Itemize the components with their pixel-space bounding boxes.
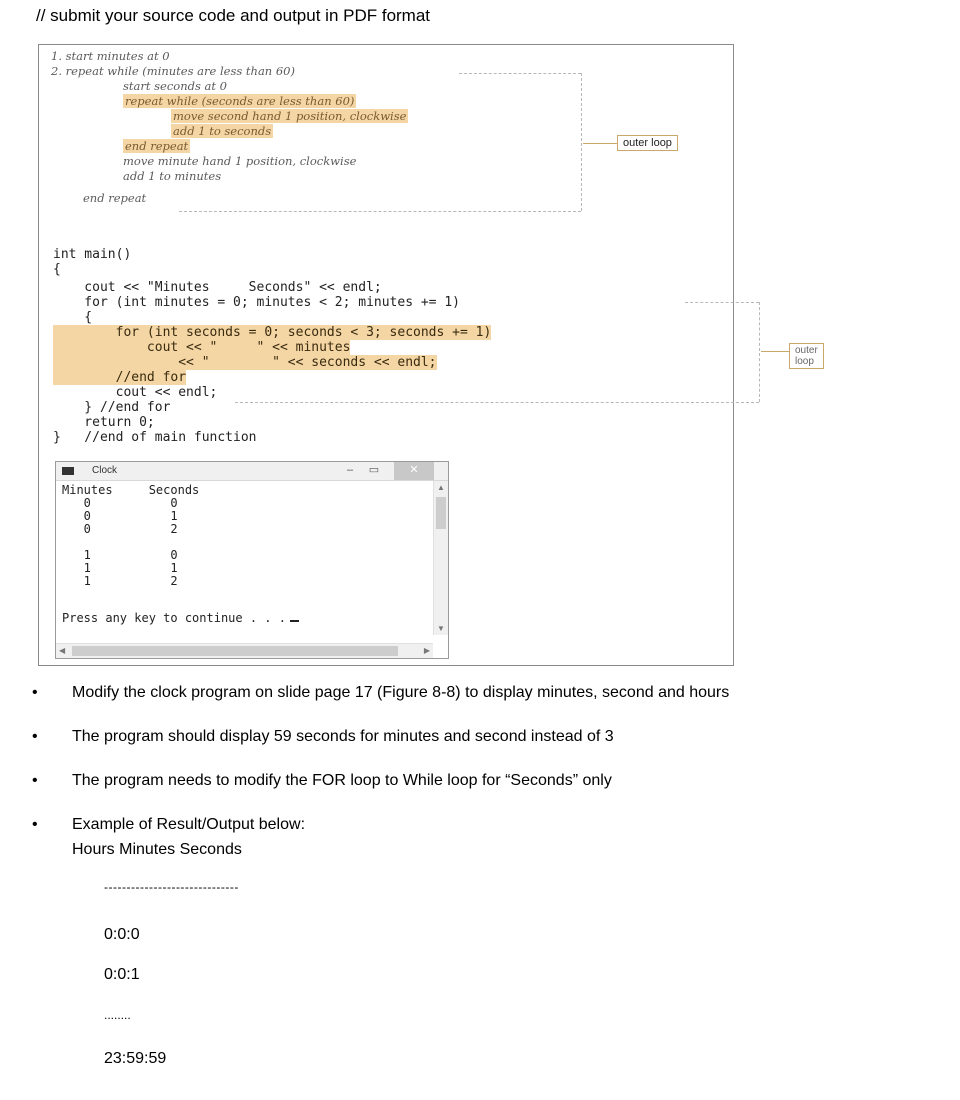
minimize-button[interactable]: – xyxy=(346,464,354,476)
bullet-icon: • xyxy=(32,728,38,745)
scroll-down-icon[interactable]: ▼ xyxy=(437,624,445,633)
loop-bracket-side xyxy=(581,73,582,211)
loop-bracket-top xyxy=(459,73,581,74)
console-line: 0 2 xyxy=(62,522,178,536)
bullet-icon: • xyxy=(32,772,38,789)
loop-bracket-bottom xyxy=(179,211,581,212)
text-cursor xyxy=(290,620,299,622)
scroll-up-icon[interactable]: ▲ xyxy=(437,483,445,492)
console-line: 1 0 xyxy=(62,548,178,562)
example-row: 0:0:1 xyxy=(104,966,140,983)
code-bracket-bottom xyxy=(235,402,759,403)
console-title: Clock xyxy=(92,465,118,476)
callout-connector xyxy=(761,351,789,352)
vertical-scrollbar[interactable] xyxy=(433,481,448,635)
maximize-button[interactable]: ▭ xyxy=(368,464,380,476)
pseudo-line-highlighted: end repeat xyxy=(125,139,189,153)
code-bracket-top xyxy=(685,302,759,303)
code-line: return 0; xyxy=(53,415,155,430)
page-heading: // submit your source code and output in PDF format xyxy=(36,6,431,25)
vertical-scroll-thumb[interactable] xyxy=(436,497,446,529)
code-line: cout << "Minutes Seconds" << endl; xyxy=(53,280,382,295)
scroll-right-icon[interactable]: ▶ xyxy=(423,646,430,655)
code-line: } //end for xyxy=(53,400,171,415)
console-line: 0 1 xyxy=(62,509,178,523)
code-line-highlighted: //end for xyxy=(53,370,187,385)
pseudo-line-highlighted: repeat while (seconds are less than 60) xyxy=(125,94,355,108)
example-row: 0:0:0 xyxy=(104,926,140,943)
horizontal-scroll-thumb[interactable] xyxy=(72,646,398,656)
figure-8-8 xyxy=(38,44,818,666)
pseudo-line-highlighted: add 1 to seconds xyxy=(173,124,272,138)
example-row: 23:59:59 xyxy=(104,1050,167,1067)
bullet-text: Modify the clock program on slide page 17 (Figure 8-8) to display minutes, second and hours xyxy=(72,684,730,701)
console-line: Minutes Seconds xyxy=(62,483,200,497)
close-button[interactable]: ✕ xyxy=(394,462,434,480)
bullet-text: The program should display 59 seconds for minutes and second instead of 3 xyxy=(72,728,614,745)
callout-connector xyxy=(583,143,617,144)
pseudo-line: 2. repeat while (minutes are less than 60) xyxy=(51,64,295,78)
code-line: { xyxy=(53,310,93,325)
example-row: ........ xyxy=(104,1008,131,1022)
scroll-left-icon[interactable]: ◀ xyxy=(59,646,66,655)
console-line: 0 0 xyxy=(62,496,178,510)
pseudo-line: add 1 to minutes xyxy=(123,169,222,183)
code-line-highlighted: cout << " " << minutes xyxy=(53,340,351,355)
horizontal-scrollbar[interactable] xyxy=(56,643,433,658)
console-window xyxy=(55,461,449,659)
bullet-icon: • xyxy=(32,816,38,833)
console-output xyxy=(62,483,422,633)
example-separator: ------------------------------ xyxy=(104,880,239,894)
bullet-text: The program needs to modify the FOR loop to While loop for “Seconds” only xyxy=(72,772,612,789)
outer-loop-callout-code: outer loop xyxy=(789,343,824,369)
code-line-highlighted: for (int seconds = 0; seconds < 3; seconds += 1) xyxy=(53,325,492,340)
bullet-text: Example of Result/Output below: xyxy=(72,816,306,833)
bullet-icon: • xyxy=(32,684,38,701)
code-line: cout << endl; xyxy=(53,385,218,400)
outer-loop-callout: outer loop xyxy=(617,135,678,151)
pseudo-line: 1. start minutes at 0 xyxy=(51,49,170,63)
pseudo-line-highlighted: move second hand 1 position, clockwise xyxy=(173,109,407,123)
pseudo-line: start seconds at 0 xyxy=(123,79,227,93)
console-line: 1 1 xyxy=(62,561,178,575)
console-titlebar[interactable] xyxy=(56,462,448,481)
code-line: for (int minutes = 0; minutes < 2; minutes += 1) xyxy=(53,295,460,310)
code-bracket-side xyxy=(759,302,760,402)
pseudo-line: move minute hand 1 position, clockwise xyxy=(123,154,357,168)
code-line: { xyxy=(53,262,61,277)
code-line: } //end of main function xyxy=(53,430,257,445)
example-header: Hours Minutes Seconds xyxy=(72,841,242,858)
console-line: Press any key to continue . . . xyxy=(62,611,286,625)
pseudo-line: end repeat xyxy=(83,191,147,205)
code-line-highlighted: << " " << seconds << endl; xyxy=(53,355,437,370)
code-line: int main() xyxy=(53,247,132,262)
console-line: 1 2 xyxy=(62,574,178,588)
console-app-icon xyxy=(62,467,74,475)
